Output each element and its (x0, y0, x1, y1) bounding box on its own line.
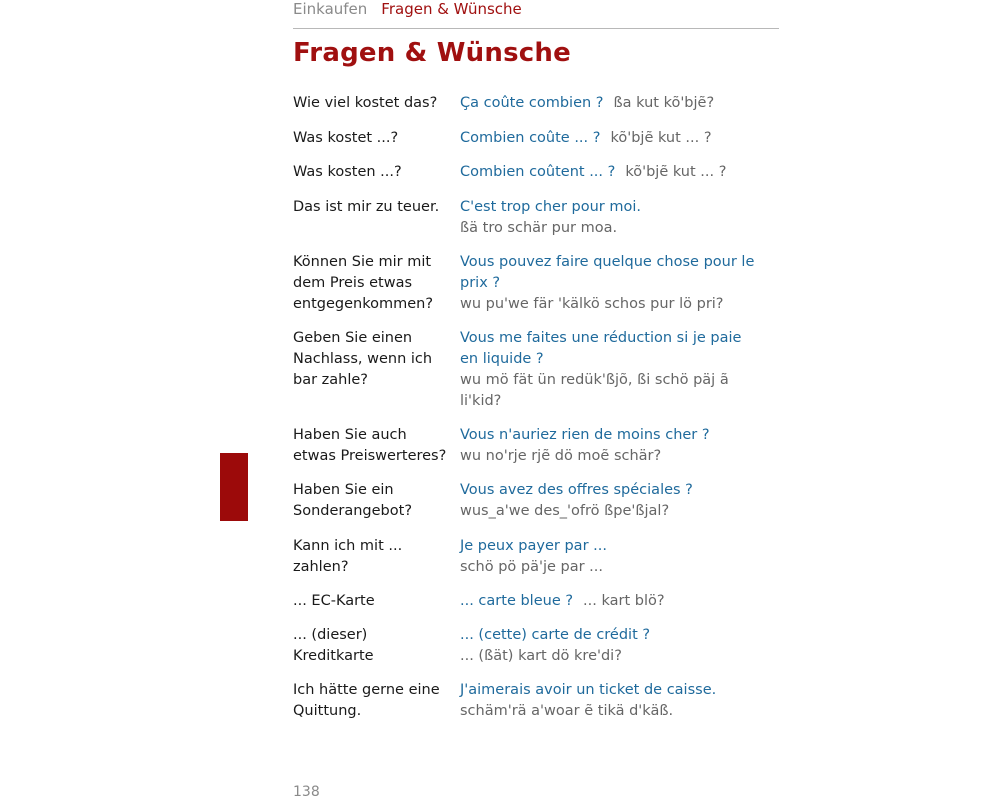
french-phrase: Combien coûte ... ? (460, 130, 601, 146)
french-translation (460, 591, 760, 612)
german-phrase: Haben Sie ein Sonderangebot? (293, 482, 413, 519)
pronunciation: schäm'rä a'woar ẽ tikä d'käß. (460, 703, 674, 719)
german-phrase: ... (dieser) Kreditkarte (293, 627, 374, 664)
pronunciation: wu pu'we fär 'kälkö schos pur lö pri? (460, 296, 724, 312)
pronunciation: ... (ßät) kart dö kre'di? (460, 648, 622, 664)
pronunciation: ßä tro schär pur moa. (460, 220, 618, 236)
pronunciation: schö pö pä'je par ... (460, 559, 604, 575)
pronunciation: ... kart blö? (583, 593, 665, 609)
french-phrase: Combien coûtent ... ? (460, 164, 616, 180)
german-phrase: Ich hätte gerne eine Quittung. (293, 682, 440, 719)
pronunciation: ßa kut kõ'bjẽ? (613, 95, 715, 111)
pronunciation: kõ'bjẽ kut ... ? (610, 130, 712, 146)
page-number: 138 (293, 784, 320, 800)
german-phrase: ... EC-Karte (293, 593, 375, 609)
german-phrase: Das ist mir zu teuer. (293, 199, 440, 215)
german-phrase: Haben Sie auch etwas Preiswerteres? (293, 427, 447, 464)
pronunciation: kõ'bjẽ kut ... ? (625, 164, 727, 180)
french-phrase: Vous n'auriez rien de moins cher ? (460, 427, 710, 443)
french-translation (460, 93, 760, 114)
page-title: Fragen & Wünsche (293, 38, 571, 68)
french-translation (460, 128, 760, 149)
french-phrase: Vous avez des offres spéciales ? (460, 482, 693, 498)
german-phrase: Wie viel kostet das? (293, 95, 438, 111)
french-phrase: J'aimerais avoir un ticket de caisse. (460, 682, 717, 698)
pronunciation: wu mö fät ün redük'ßjõ, ßi schö päj ã li'kid? (460, 372, 729, 409)
french-phrase: Je peux payer par ... (460, 538, 607, 554)
german-phrase: Was kosten ...? (293, 164, 402, 180)
french-phrase: ... carte bleue ? (460, 593, 574, 609)
french-translation (460, 480, 760, 522)
french-phrase: Vous me faites une réduction si je paie en liquide ? (460, 330, 742, 367)
german-phrase: Kann ich mit ... zahlen? (293, 538, 403, 575)
french-phrase: C'est trop cher pour moi. (460, 199, 642, 215)
french-phrase: Vous pouvez faire quelque chose pour le prix ? (460, 254, 755, 291)
french-translation (460, 680, 760, 722)
german-phrase: Geben Sie einen Nachlass, wenn ich bar zahle? (293, 330, 433, 388)
french-translation (460, 625, 760, 667)
german-phrase: Können Sie mir mit dem Preis etwas entgegenkommen? (293, 254, 434, 312)
french-translation (460, 252, 760, 315)
french-translation (460, 328, 760, 412)
french-phrase: ... (cette) carte de crédit ? (460, 627, 651, 643)
breadcrumb-current: Fragen & Wünsche (381, 0, 522, 18)
chapter-thumb-marker (220, 453, 248, 521)
pronunciation: wu no'rje rjẽ dö moẽ schär? (460, 448, 662, 464)
french-translation (460, 162, 760, 183)
french-translation (460, 536, 760, 578)
french-translation (460, 197, 760, 239)
running-header (293, 0, 779, 29)
french-translation (460, 425, 760, 467)
french-phrase: Ça coûte combien ? (460, 95, 604, 111)
pronunciation: wus_a'we des_'ofrö ßpe'ßjal? (460, 503, 670, 519)
german-phrase: Was kostet ...? (293, 130, 399, 146)
breadcrumb-section: Einkaufen (293, 0, 368, 18)
